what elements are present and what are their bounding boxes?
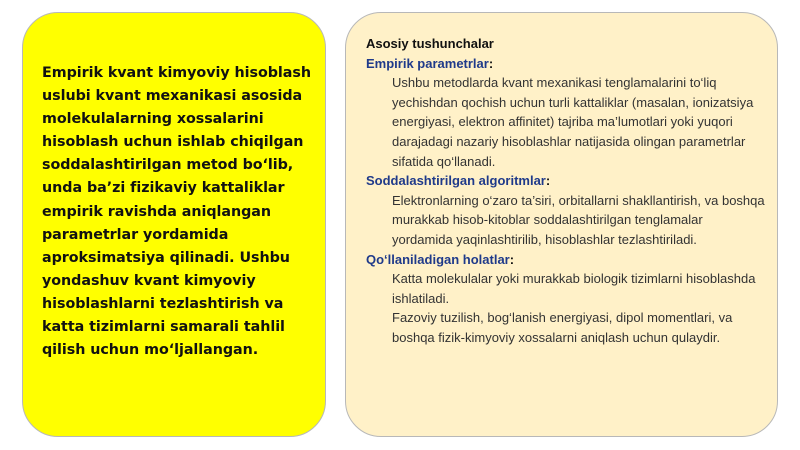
- section-heading-label: Qo‘llaniladigan holatlar: [366, 251, 510, 267]
- heading-colon: :: [545, 173, 551, 189]
- heading-colon: :: [488, 55, 494, 71]
- section-paragraph: Fazoviy tuzilish, bog‘lanish energiyasi, dipol momentlari, va boshqa fizik-kimyoviy xossalarni aniqlash uchun qulaydir.: [392, 310, 733, 345]
- section-paragraph: Katta molekulalar yoki murakkab biologik tizimlarni hisoblashda ishlatiladi.: [392, 271, 756, 306]
- section-body: [366, 191, 767, 250]
- definition-text: Empirik kvant kimyoviy hisoblash uslubi kvant mexanikasi asosida molekulalarning xossalarini hisoblash uchun ishlab chiqilgan soddalashtirilgan metod bo‘lib, unda ba’zi fizikaviy kattaliklar empirik ravishda aniqlangan parametrlar yordamida aproksimatsiya qilinadi. Ushbu yondashuv kvant kimyoviy hisoblashlarni tezlashtirish va katta tizimlarni samarali tahlil qilish uchun mo‘ljallangan.: [42, 65, 311, 359]
- section-simplified-algorithms: [366, 171, 767, 249]
- definition-card: [22, 12, 326, 437]
- section-paragraph: Elektronlarning o‘zaro ta’siri, orbitallarni shakllantirish, va boshqa murakkab hisob-kitoblar soddalashtirilgan tenglamalar yordamida yaqinlashtirilib, hisoblashlar tezlashtiriladi.: [392, 192, 765, 247]
- key-concepts-title: Asosiy tushunchalar: [366, 36, 494, 51]
- section-body: [366, 269, 767, 347]
- section-heading: [366, 171, 767, 191]
- section-heading-label: Soddalashtirilgan algoritmlar: [366, 173, 546, 189]
- section-body: [366, 73, 767, 171]
- key-concepts-card: [345, 12, 778, 437]
- heading-colon: :: [509, 251, 515, 267]
- section-paragraph: Ushbu metodlarda kvant mexanikasi tenglamalarini to‘liq yechishdan qochish uchun turli kattaliklar (masalan, ionizatsiya energiyasi, elektron affinitet) tajriba ma’lumotlari yoki yuqori darajadagi nazariy hisoblashlar natijasida olingan parametrlar sifatida qo‘llanadi.: [392, 75, 754, 169]
- section-heading: [366, 250, 767, 270]
- section-use-cases: [366, 250, 767, 348]
- section-heading: [366, 54, 767, 74]
- section-heading-label: Empirik parametrlar: [366, 55, 489, 71]
- section-empirical-parameters: [366, 54, 767, 172]
